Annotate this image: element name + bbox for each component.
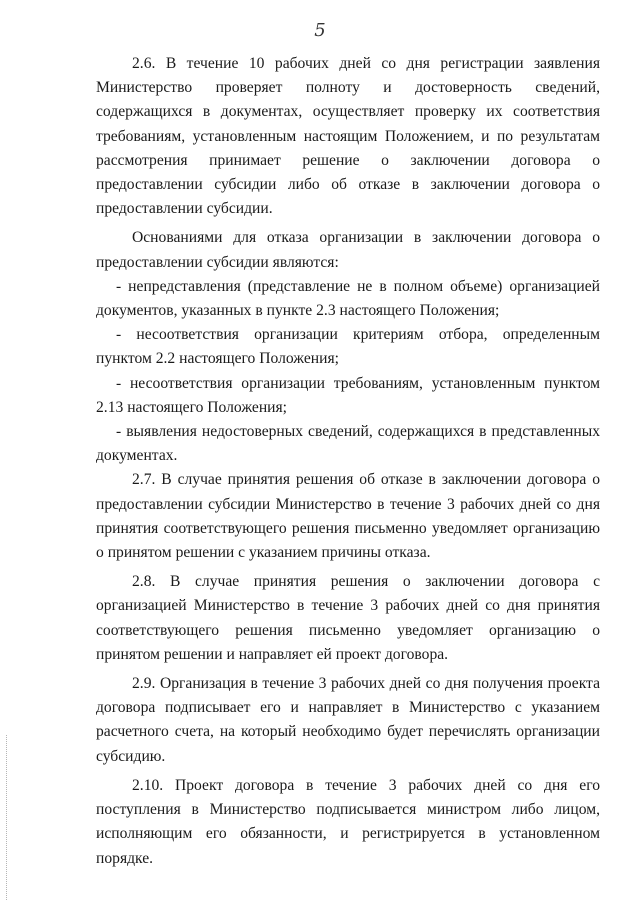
paragraph-2-9: 2.9. Организация в течение 3 рабочих дней со дня получения проекта договора подписывает его и направляет в Министерство с указанием расчетного счета, на который необходимо будет перечислять организации субсидию.	[96, 675, 600, 765]
list-item-refusal-2: - несоответствия организации критериям отбора, определенным пунктом 2.2 настоящего Положения;	[96, 326, 600, 368]
paragraph-refusal-grounds: Основаниями для отказа организации в заключении договора о предоставлении субсидии являются:	[96, 229, 600, 271]
paragraph-2-7: 2.7. В случае принятия решения об отказе в заключении договора о предоставлении субсидии Министерство в течение 3 рабочих дней со дня принятия соответствующего решения письменно уведомляет организацию о принятом решении с указанием причины отказа.	[96, 471, 600, 562]
paragraph-2-10: 2.10. Проект договора в течение 3 рабочих дней со дня его поступления в Министерство подписывается министром либо лицом, исполняющим его обязанности, и регистрируется в установленном порядке.	[96, 776, 600, 867]
list-item-refusal-4: - выявления недостоверных сведений, содержащихся в представленных документах.	[96, 423, 600, 465]
list-item-refusal-1: - непредставления (представление не в полном объеме) организацией документов, указанных в пункте 2.3 настоящего Положения;	[96, 277, 600, 320]
document-body	[96, 52, 600, 871]
page-number: 5	[314, 20, 326, 41]
scan-edge-line	[6, 735, 7, 900]
list-item-refusal-3: - несоответствия организации требованиям, установленным пунктом 2.13 настоящего Положения;	[96, 374, 600, 416]
paragraph-2-6: 2.6. В течение 10 рабочих дней со дня регистрации заявления Министерство проверяет полноту и достоверность сведений, содержащихся в документах, осуществляет проверку их соответствия требованиям, установленным настоящим Положением, и по результатам рассмотрения принимает решение о заключении договора о предоставлении субсидии либо об отказе в заключении договора о предоставлении субсидии.	[96, 55, 600, 218]
paragraph-2-8: 2.8. В случае принятия решения о заключении договора с организацией Министерство в течение 3 рабочих дней со дня принятия соответствующего решения письменно уведомляет организацию о принятом решении и направляет ей проект договора.	[96, 573, 600, 663]
